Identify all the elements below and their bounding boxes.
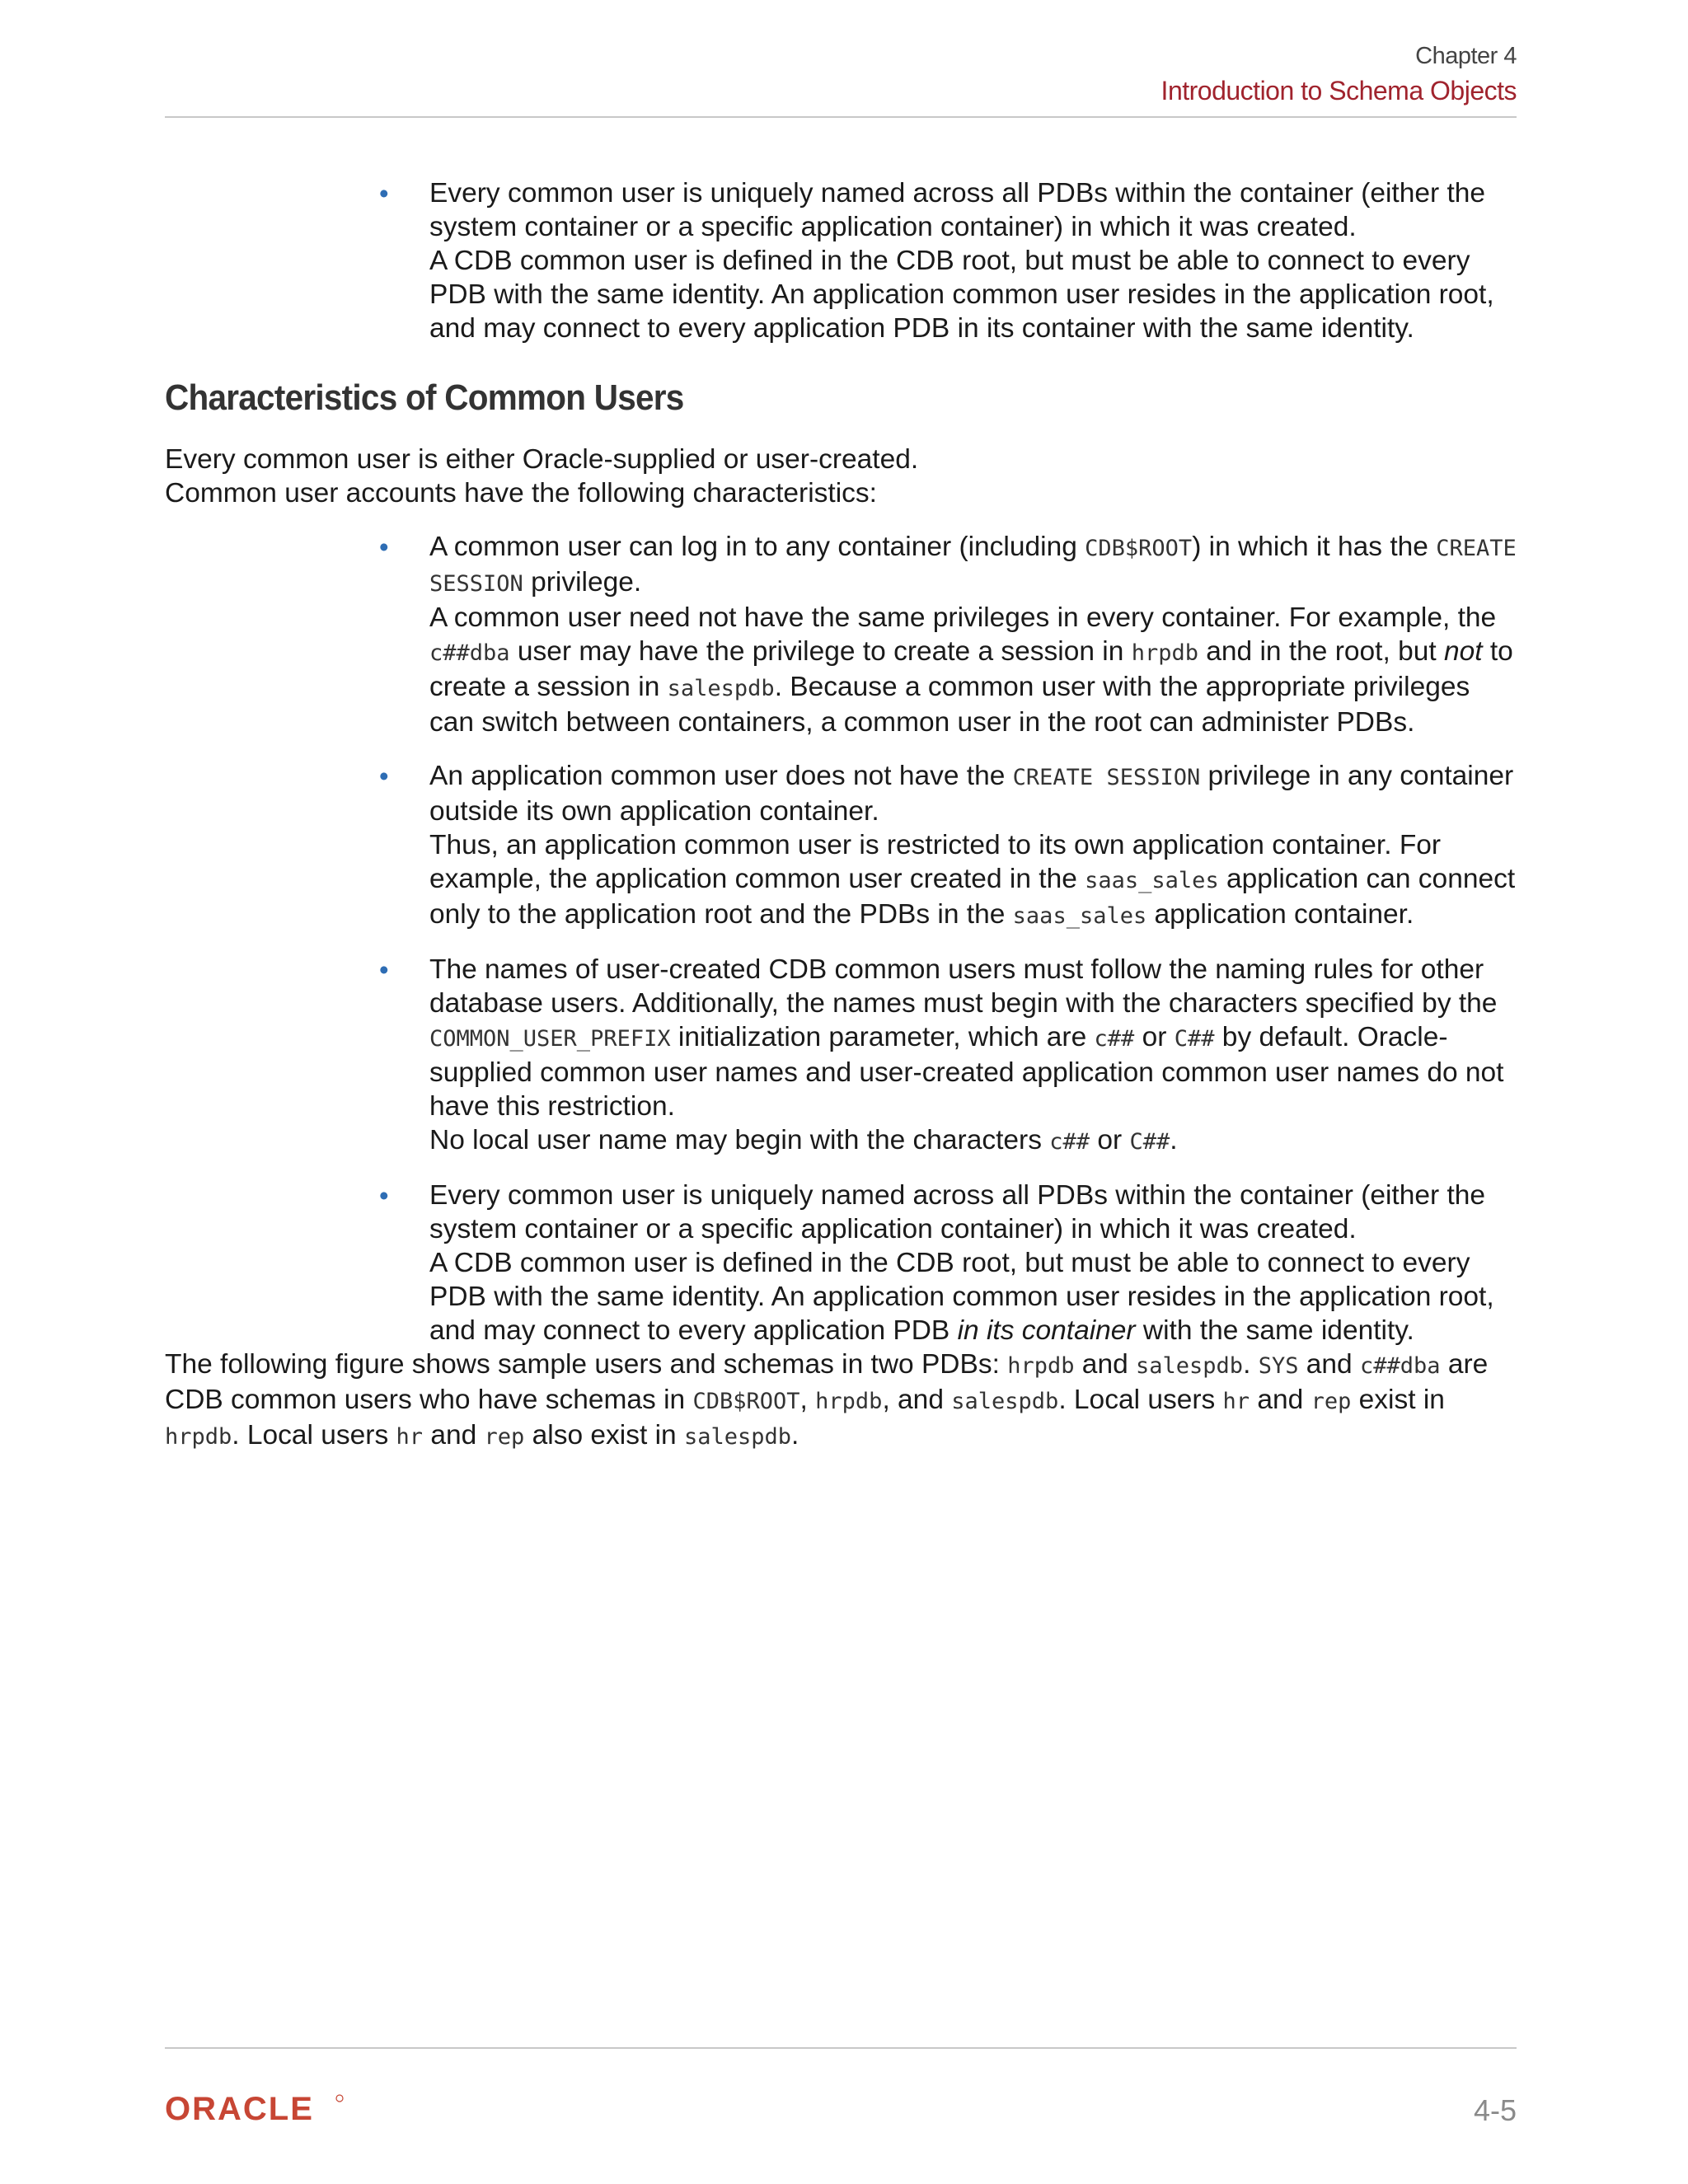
oracle-logo-icon <box>165 2092 363 2125</box>
page-header <box>165 40 1517 109</box>
paragraph <box>429 1246 1517 1347</box>
text: The following figure shows sample users and schemas in two PDBs: <box>165 1349 1008 1380</box>
code-term: hrpdb <box>1131 640 1198 666</box>
page-number: 4-5 <box>1473 2093 1517 2127</box>
text: and <box>423 1420 485 1451</box>
text: A CDB common user is defined in the CDB root, but must be able to connect to every PDB with the same identity. An application common user resides in the application root, and may connect to every application PDB <box>429 1248 1494 1346</box>
emphasis: in its container <box>957 1315 1136 1346</box>
text: . <box>791 1420 799 1451</box>
header-divider <box>165 116 1517 118</box>
list-item <box>379 530 1517 739</box>
text: user may have the privilege to create a session in <box>509 636 1132 667</box>
paragraph: A CDB common user is defined in the CDB root, but must be able to connect to every PDB with the same identity. An application common user resides in the application root, and may connect to every application PDB in its container with the same identity. <box>429 246 1494 344</box>
paragraph: Every common user is uniquely named across all PDBs within the container (either the system container or a specific application container) in which it was created. <box>429 1180 1486 1244</box>
code-term: rep <box>1311 1389 1352 1414</box>
paragraph <box>429 1123 1517 1159</box>
code-term: C## <box>1174 1026 1215 1052</box>
paragraph <box>429 953 1517 1123</box>
code-term: c##dba <box>429 640 510 666</box>
paragraph <box>429 601 1517 739</box>
code-term: hrpdb <box>1007 1353 1075 1379</box>
text: to create a session in <box>429 636 1513 702</box>
text: A common user can log in to any container (including <box>429 532 1085 562</box>
text: application container. <box>1146 899 1414 930</box>
bullet-icon: • <box>379 761 389 791</box>
page-body <box>165 176 1517 1454</box>
text: are CDB common users who have schemas in <box>165 1349 1489 1415</box>
text: and <box>1074 1349 1137 1380</box>
text: . Because a common user with the appropriate privileges can switch between containers, a common user in the root can administer PDBs. <box>429 672 1470 738</box>
paragraph <box>429 828 1517 933</box>
text: An application common user does not have the <box>429 761 1013 791</box>
registered-mark-icon <box>336 2095 343 2102</box>
code-term: c## <box>1049 1129 1090 1155</box>
paragraph <box>429 759 1517 828</box>
paragraph: Every common user is uniquely named across all PDBs within the container (either the system container or a specific application container) in which it was created. <box>429 178 1486 242</box>
code-term: CREATE SESSION <box>429 536 1517 597</box>
bullet-icon: • <box>379 1180 389 1211</box>
text: , <box>799 1385 816 1415</box>
bullet-icon: • <box>379 532 389 562</box>
text: ) in which it has the <box>1192 532 1437 562</box>
text: or <box>1090 1125 1130 1155</box>
text: . <box>1243 1349 1259 1380</box>
text: A common user need not have the same privileges in every container. For example, the <box>429 602 1497 633</box>
code-term: salespdb <box>667 676 775 701</box>
code-term: saas_sales <box>1012 903 1147 929</box>
code-term: CDB$ROOT <box>692 1389 800 1414</box>
oracle-logo <box>165 2092 363 2129</box>
code-term: CDB$ROOT <box>1085 536 1193 561</box>
chapter-label: Chapter 4 <box>1415 43 1517 69</box>
code-term: C## <box>1129 1129 1170 1155</box>
intro-paragraph: Common user accounts have the following characteristics: <box>165 478 877 509</box>
code-term: hr <box>1222 1389 1250 1414</box>
bullet-icon: • <box>379 178 389 209</box>
list-item <box>379 176 1517 345</box>
code-term: salespdb <box>1136 1353 1244 1379</box>
section-title: Introduction to Schema Objects <box>1160 76 1517 105</box>
paragraph <box>429 530 1517 601</box>
code-term: hr <box>396 1424 424 1450</box>
text: Thus, an application common user is restricted to its own application container. For example, the application common user created in the <box>429 830 1442 894</box>
intro-paragraph: Every common user is either Oracle-supplied or user-created. <box>165 444 919 475</box>
text: The names of user-created CDB common users must follow the naming rules for other database users. Additionally, the names must begin with the characters specified by the <box>429 954 1498 1019</box>
text: . Local users <box>1058 1385 1223 1415</box>
text: and <box>1298 1349 1360 1380</box>
bullet-icon: • <box>379 954 389 985</box>
text: , and <box>882 1385 952 1415</box>
code-term: CREATE SESSION <box>1012 765 1201 790</box>
text: also exist in <box>524 1420 684 1451</box>
text: exist in <box>1351 1385 1445 1415</box>
section-heading: Characteristics of Common Users <box>165 377 684 418</box>
list-item <box>379 953 1517 1159</box>
list-item <box>379 1179 1517 1347</box>
text: privilege. <box>523 567 642 598</box>
code-term: hrpdb <box>165 1424 232 1450</box>
code-term: salespdb <box>951 1389 1059 1414</box>
text: application can connect only to the application root and the PDBs in the <box>429 864 1516 930</box>
text: and in the root, but <box>1198 636 1444 667</box>
text: initialization parameter, which are <box>670 1022 1095 1052</box>
text: with the same identity. <box>1135 1315 1414 1346</box>
code-term: saas_sales <box>1085 868 1219 893</box>
text: privilege in any container outside its own application container. <box>429 761 1514 827</box>
text: or <box>1134 1022 1175 1052</box>
closing-paragraph <box>165 1347 1517 1454</box>
code-term: SYS <box>1258 1353 1299 1379</box>
code-term: salespdb <box>683 1424 792 1450</box>
text: by default. Oracle-supplied common user names and user-created application common user names do not have this restriction. <box>429 1022 1504 1122</box>
text: . <box>1170 1125 1178 1155</box>
code-term: c##dba <box>1359 1353 1441 1379</box>
code-term: COMMON_USER_PREFIX <box>429 1026 671 1052</box>
logo-wordmark: ORACLE <box>165 2092 314 2125</box>
code-term: hrpdb <box>815 1389 883 1414</box>
text: No local user name may begin with the characters <box>429 1125 1050 1155</box>
code-term: c## <box>1094 1026 1135 1052</box>
code-term: rep <box>484 1424 525 1450</box>
footer-divider <box>165 2047 1517 2049</box>
list-item <box>379 759 1517 933</box>
text: . Local users <box>232 1420 396 1451</box>
emphasis: not <box>1443 636 1483 667</box>
text: and <box>1250 1385 1311 1415</box>
